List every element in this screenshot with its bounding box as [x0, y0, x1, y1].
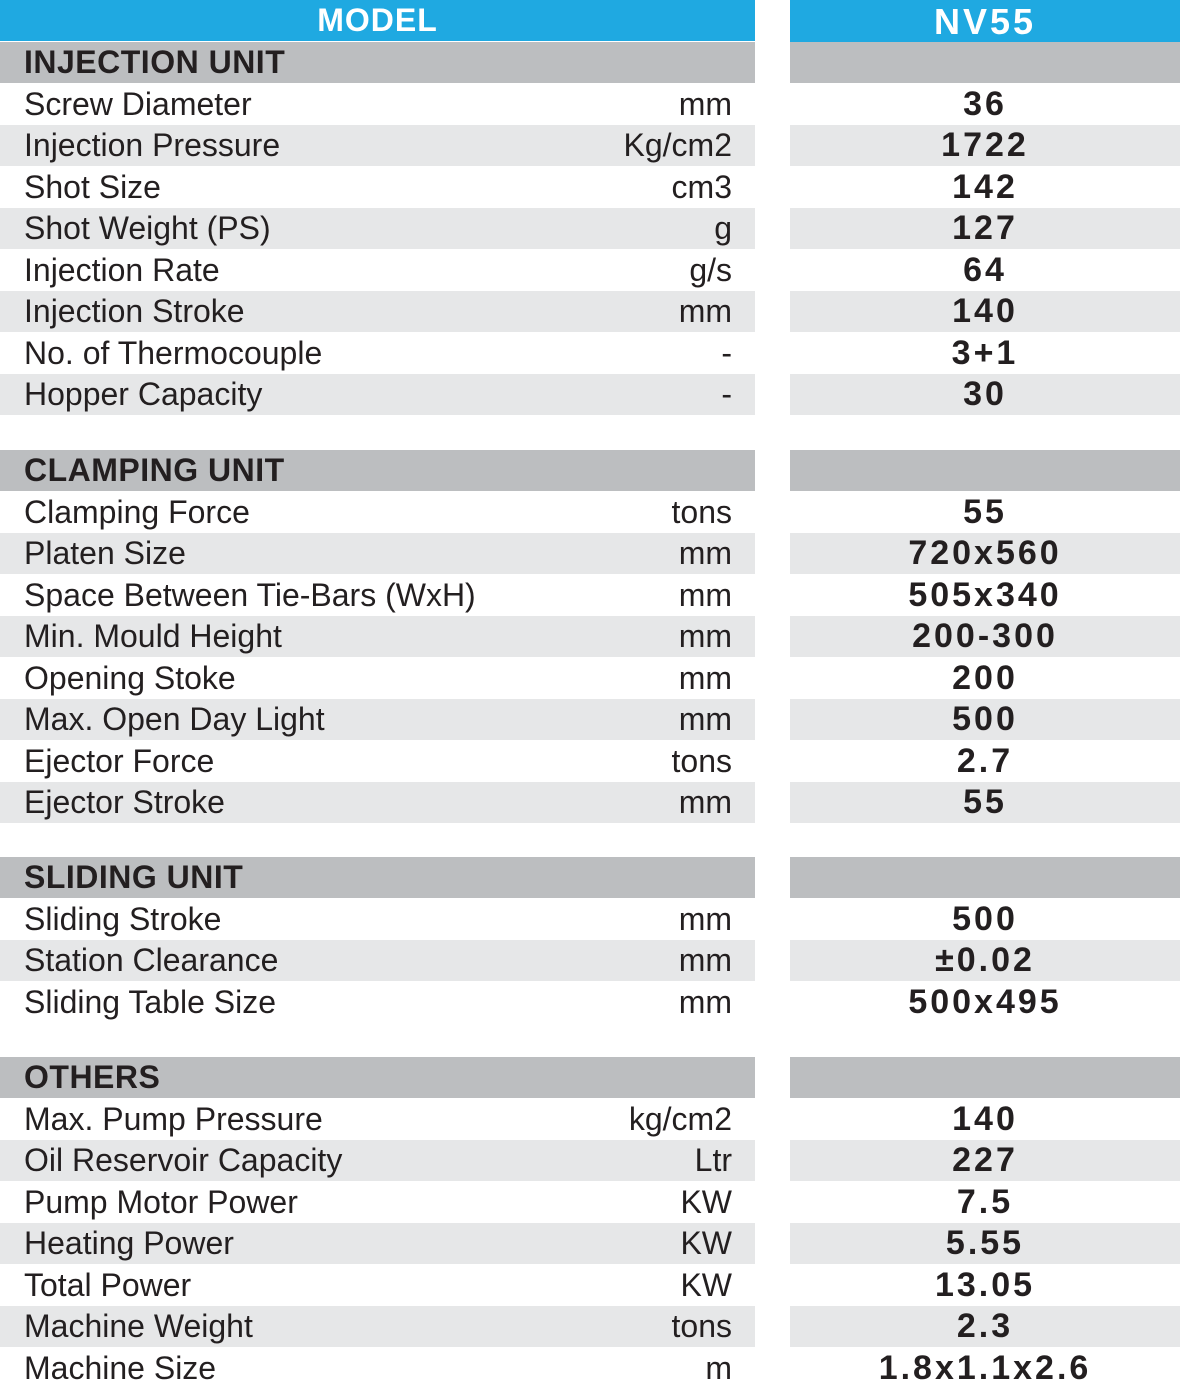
spec-label: Total Power — [24, 1267, 192, 1303]
spec-unit: mm — [678, 701, 732, 737]
spec-value: 2.3 — [956, 1307, 1014, 1345]
spec-label: Injection Stroke — [24, 293, 245, 329]
spec-row — [0, 533, 1180, 574]
section-title: SLIDING UNIT — [24, 859, 244, 895]
spec-label: Heating Power — [24, 1225, 234, 1261]
spec-label: Oil Reservoir Capacity — [24, 1142, 343, 1178]
spec-row — [0, 167, 1180, 208]
section-header — [0, 1057, 1180, 1098]
spec-unit: cm3 — [671, 169, 732, 205]
spec-unit: tons — [671, 743, 732, 779]
spec-value: 13.05 — [934, 1266, 1036, 1304]
spec-row — [0, 125, 1180, 166]
spec-label: Shot Size — [24, 169, 161, 205]
spec-unit: mm — [678, 660, 732, 696]
spec-label: Injection Rate — [24, 252, 220, 288]
spec-row — [0, 982, 1180, 1023]
spec-value: 200 — [952, 659, 1018, 697]
spec-unit: tons — [671, 494, 732, 530]
section-title: INJECTION UNIT — [24, 44, 286, 80]
spec-row — [0, 492, 1180, 533]
spec-row — [0, 699, 1180, 740]
spec-unit: mm — [678, 535, 732, 571]
spec-row — [0, 1140, 1180, 1181]
spec-label: Sliding Stroke — [24, 901, 222, 937]
spec-unit: KW — [680, 1267, 732, 1303]
section-title: OTHERS — [24, 1059, 161, 1095]
spec-value: 64 — [963, 251, 1007, 289]
spec-unit: mm — [678, 293, 732, 329]
spec-value: 127 — [952, 209, 1018, 247]
spec-value: 1722 — [941, 126, 1029, 164]
spec-label: Max. Pump Pressure — [24, 1101, 323, 1137]
spec-value: 140 — [952, 292, 1018, 330]
spec-value: 140 — [952, 1100, 1018, 1138]
spec-unit: tons — [671, 1308, 732, 1344]
spec-unit: KW — [680, 1225, 732, 1261]
spec-label: Platen Size — [24, 535, 186, 571]
spec-label: Screw Diameter — [24, 86, 252, 122]
spec-unit: g — [714, 210, 732, 246]
section-header — [0, 450, 1180, 491]
spec-row — [0, 782, 1180, 823]
model-header — [0, 0, 755, 41]
spec-value: 36 — [963, 85, 1007, 123]
spec-row — [0, 658, 1180, 699]
spec-label: Min. Mould Height — [24, 618, 282, 654]
section-header-right-bg — [790, 42, 1180, 83]
spec-unit: KW — [680, 1184, 732, 1220]
section-header-right-bg — [790, 450, 1180, 491]
spec-label: Machine Weight — [24, 1308, 253, 1344]
spec-unit: mm — [678, 784, 732, 820]
spec-row — [0, 333, 1180, 374]
spec-value: 30 — [963, 375, 1007, 413]
spec-unit: Kg/cm2 — [623, 127, 732, 163]
spec-label: Space Between Tie-Bars (WxH) — [24, 577, 476, 613]
spec-value: 2.7 — [956, 742, 1014, 780]
spec-unit: mm — [678, 942, 732, 978]
spec-label: Opening Stoke — [24, 660, 236, 696]
model-name-header — [790, 0, 1180, 43]
spec-label: Machine Size — [24, 1350, 217, 1386]
spec-value: 720x560 — [908, 534, 1062, 572]
spec-row — [0, 1306, 1180, 1347]
spec-value: 3+1 — [951, 334, 1019, 372]
spec-value: 227 — [952, 1141, 1018, 1179]
spec-value: 505x340 — [908, 576, 1062, 614]
section-header — [0, 42, 1180, 83]
spec-label: No. of Thermocouple — [24, 335, 323, 371]
spec-row — [0, 1348, 1180, 1389]
spec-value: 500 — [952, 700, 1018, 738]
spec-row — [0, 1223, 1180, 1264]
spec-unit: mm — [678, 577, 732, 613]
spec-label: Clamping Force — [24, 494, 250, 530]
spec-unit: Ltr — [694, 1142, 732, 1178]
spec-unit: mm — [678, 901, 732, 937]
spec-row — [0, 575, 1180, 616]
spec-label: Pump Motor Power — [24, 1184, 298, 1220]
spec-row — [0, 899, 1180, 940]
spec-label: Hopper Capacity — [24, 376, 263, 412]
spec-unit: kg/cm2 — [628, 1101, 732, 1137]
section-header-right-bg — [790, 857, 1180, 898]
spec-value: 7.5 — [956, 1183, 1014, 1221]
spec-label: Injection Pressure — [24, 127, 281, 163]
spec-row — [0, 1265, 1180, 1306]
spec-unit: mm — [678, 618, 732, 654]
spec-value: 142 — [952, 168, 1018, 206]
spec-row — [0, 208, 1180, 249]
spec-label: Shot Weight (PS) — [24, 210, 271, 246]
spec-value: 200-300 — [912, 617, 1058, 655]
spec-label: Sliding Table Size — [24, 984, 277, 1020]
spec-value: 500x495 — [908, 983, 1062, 1021]
spec-row — [0, 374, 1180, 415]
spec-unit: - — [721, 376, 732, 412]
spec-row — [0, 1182, 1180, 1223]
spec-row — [0, 1099, 1180, 1140]
spec-value: 1.8x1.1x2.6 — [878, 1349, 1092, 1387]
section-title: CLAMPING UNIT — [24, 452, 285, 488]
spec-value: 55 — [963, 493, 1007, 531]
spec-value: 55 — [963, 783, 1007, 821]
model-header-label: MODEL — [317, 2, 438, 38]
spec-row — [0, 291, 1180, 332]
spec-unit: g/s — [689, 252, 732, 288]
spec-row — [0, 84, 1180, 125]
spec-row — [0, 616, 1180, 657]
spec-row — [0, 940, 1180, 981]
spec-value: 500 — [952, 900, 1018, 938]
spec-unit: m — [705, 1350, 732, 1386]
spec-unit: mm — [678, 984, 732, 1020]
spec-row — [0, 741, 1180, 782]
spec-label: Station Clearance — [24, 942, 279, 978]
section-header-right-bg — [790, 1057, 1180, 1098]
spec-value: ±0.02 — [935, 941, 1035, 979]
section-header — [0, 857, 1180, 898]
spec-label: Ejector Force — [24, 743, 215, 779]
spec-value: 5.55 — [945, 1224, 1025, 1262]
model-name-label: NV55 — [933, 1, 1037, 42]
spec-label: Max. Open Day Light — [24, 701, 325, 737]
spec-label: Ejector Stroke — [24, 784, 225, 820]
spec-row — [0, 250, 1180, 291]
spec-unit: - — [721, 335, 732, 371]
spec-unit: mm — [678, 86, 732, 122]
